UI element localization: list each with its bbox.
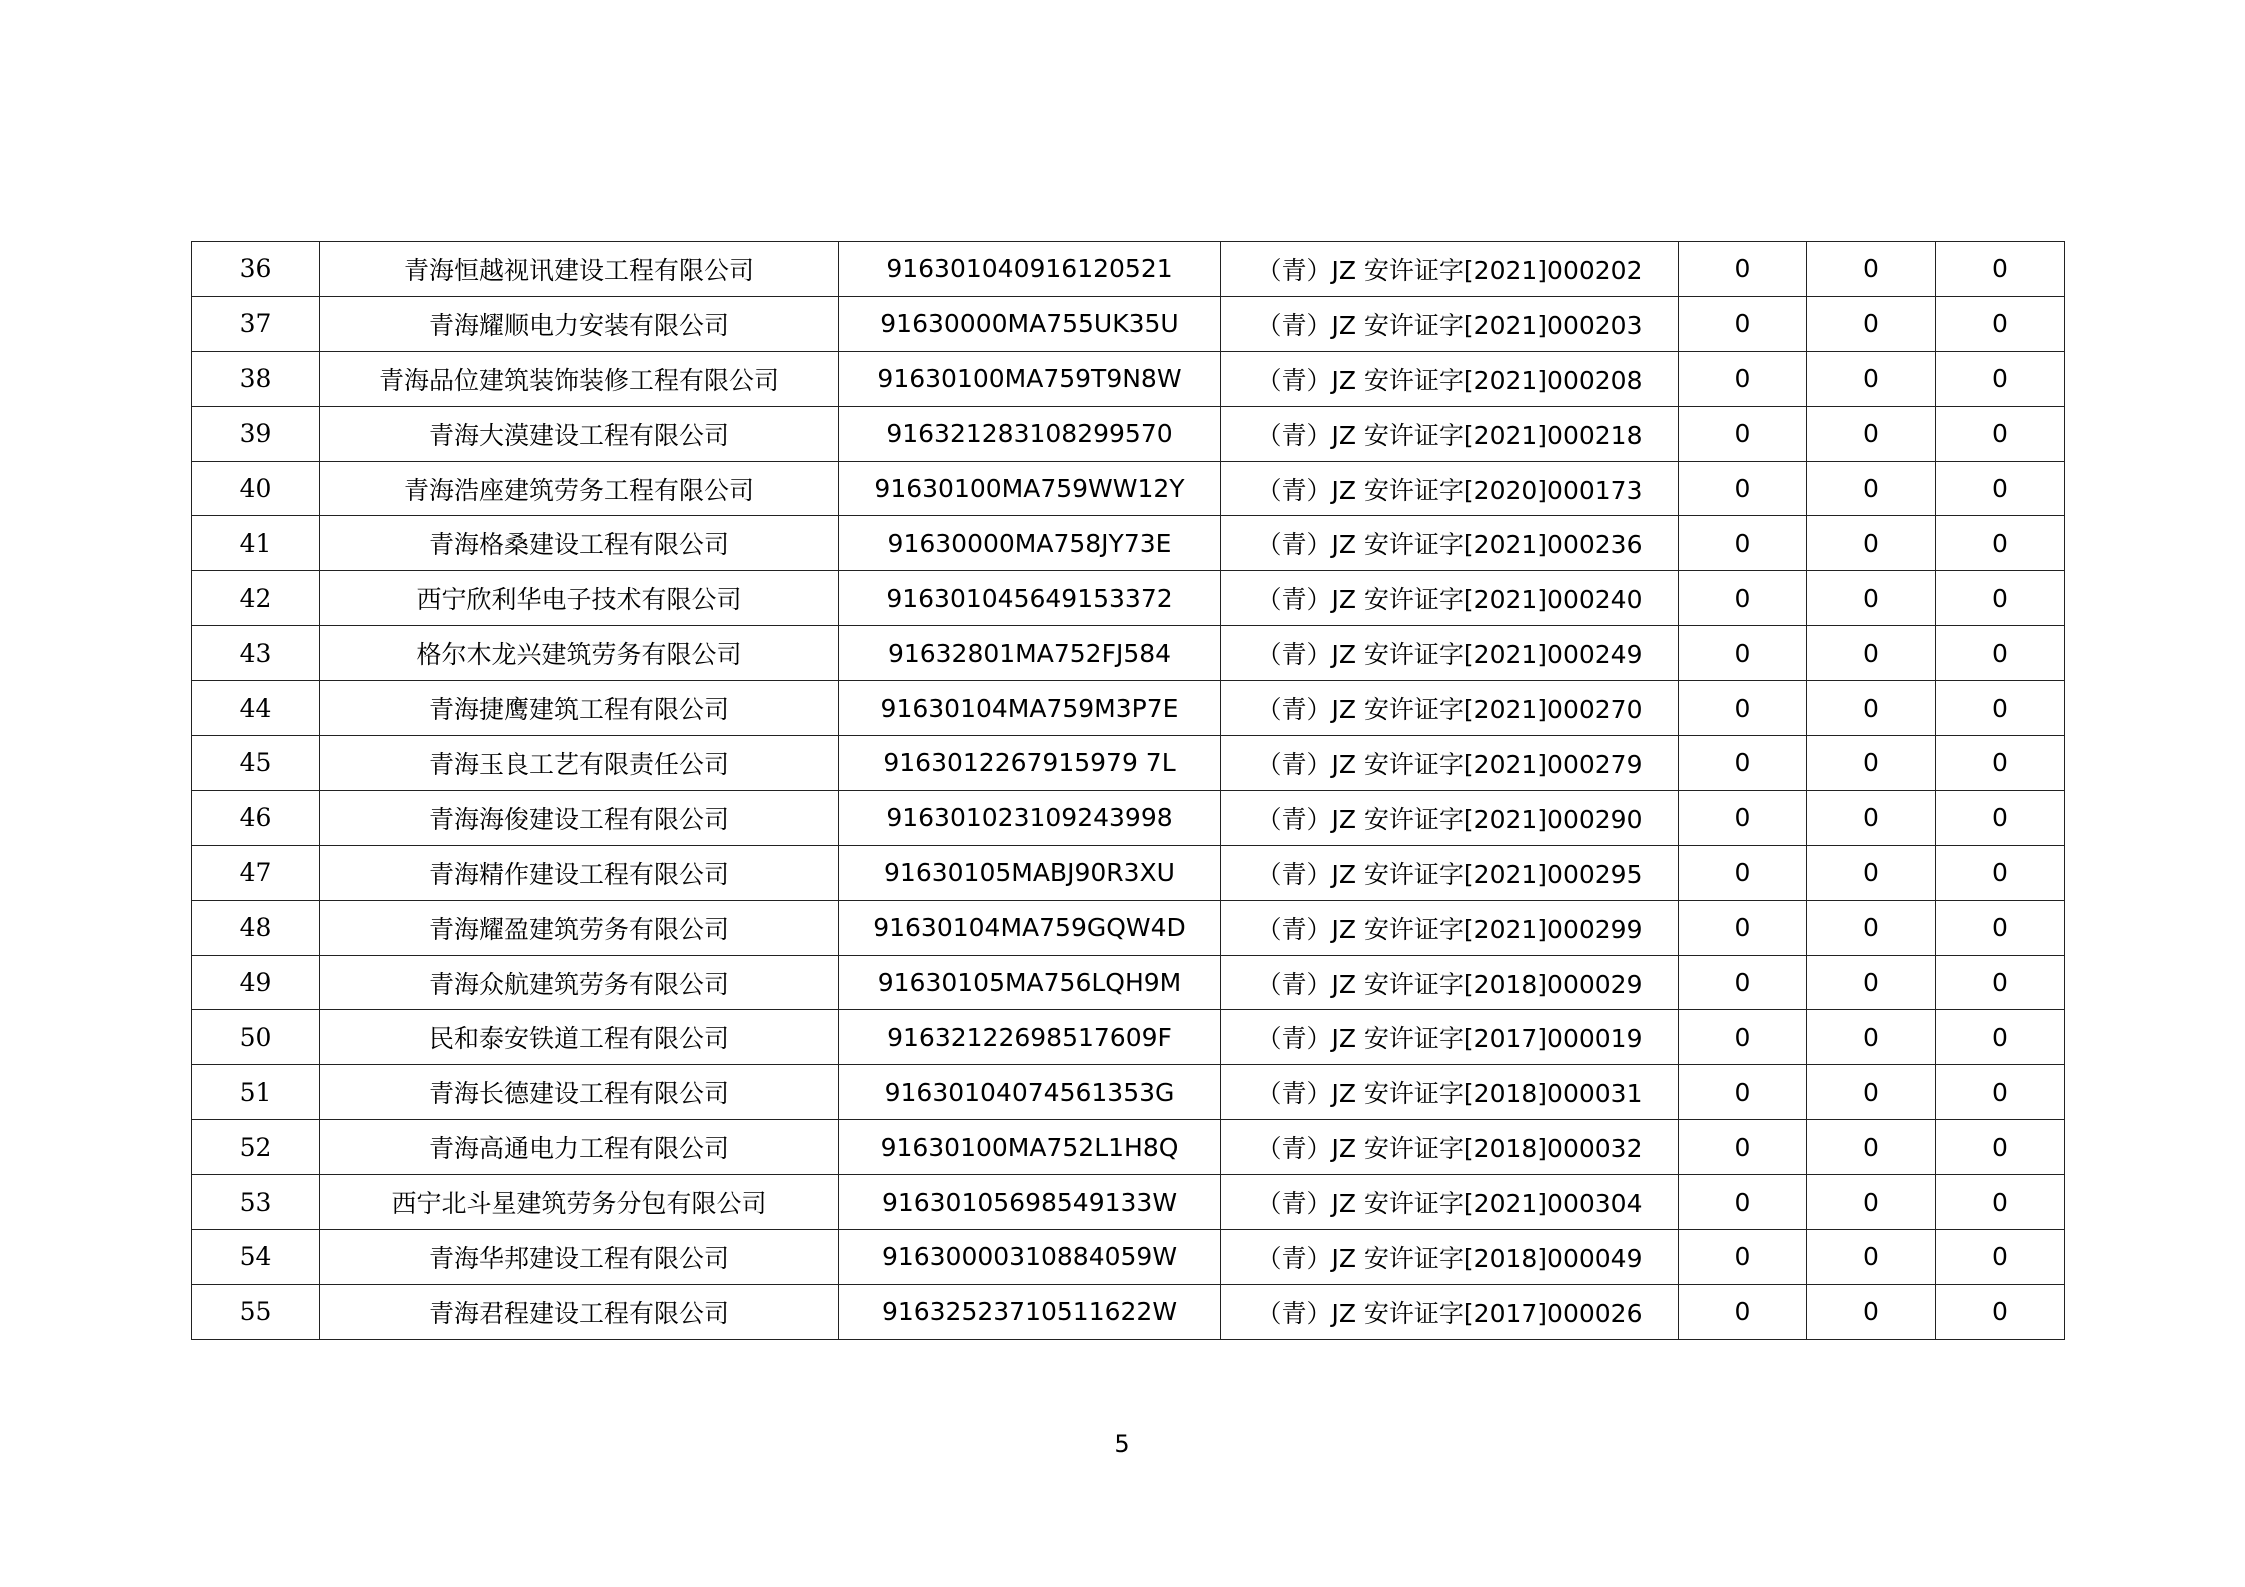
count-a-cell: 0	[1679, 406, 1807, 461]
credit-code-cell: 91632122698517609F	[839, 1010, 1221, 1065]
count-a-cell: 0	[1679, 1230, 1807, 1285]
count-b-cell: 0	[1807, 845, 1936, 900]
count-b-cell: 0	[1807, 955, 1936, 1010]
company-table	[191, 241, 2065, 1340]
table-row	[192, 351, 2065, 406]
row-number-cell: 50	[192, 1010, 320, 1065]
license-number-cell: （青）JZ 安许证字[2021]000236	[1221, 516, 1679, 571]
company-name-cell: 青海玉良工艺有限责任公司	[320, 736, 839, 791]
credit-code-cell: 91630105MABJ90R3XU	[839, 845, 1221, 900]
count-c-cell: 0	[1936, 461, 2065, 516]
company-name-cell: 青海大漠建设工程有限公司	[320, 406, 839, 461]
count-b-cell: 0	[1807, 242, 1936, 297]
company-name-cell: 青海耀顺电力安装有限公司	[320, 296, 839, 351]
count-a-cell: 0	[1679, 1175, 1807, 1230]
count-a-cell: 0	[1679, 681, 1807, 736]
credit-code-cell: 916301045649153372	[839, 571, 1221, 626]
credit-code-cell: 91630105MA756LQH9M	[839, 955, 1221, 1010]
table-row	[192, 1284, 2065, 1339]
license-number-cell: （青）JZ 安许证字[2018]000029	[1221, 955, 1679, 1010]
credit-code-cell: 91630100MA752L1H8Q	[839, 1120, 1221, 1175]
count-c-cell: 0	[1936, 406, 2065, 461]
license-number-cell: （青）JZ 安许证字[2021]000279	[1221, 736, 1679, 791]
count-b-cell: 0	[1807, 900, 1936, 955]
row-number-cell: 49	[192, 955, 320, 1010]
count-c-cell: 0	[1936, 626, 2065, 681]
count-b-cell: 0	[1807, 1010, 1936, 1065]
row-number-cell: 45	[192, 736, 320, 791]
count-b-cell: 0	[1807, 571, 1936, 626]
count-a-cell: 0	[1679, 1010, 1807, 1065]
row-number-cell: 48	[192, 900, 320, 955]
table-row	[192, 845, 2065, 900]
count-b-cell: 0	[1807, 296, 1936, 351]
table-row	[192, 516, 2065, 571]
count-c-cell: 0	[1936, 351, 2065, 406]
table-row	[192, 571, 2065, 626]
count-a-cell: 0	[1679, 242, 1807, 297]
row-number-cell: 41	[192, 516, 320, 571]
table-row	[192, 790, 2065, 845]
count-a-cell: 0	[1679, 571, 1807, 626]
count-c-cell: 0	[1936, 1065, 2065, 1120]
row-number-cell: 42	[192, 571, 320, 626]
credit-code-cell: 91632801MA752FJ584	[839, 626, 1221, 681]
count-a-cell: 0	[1679, 845, 1807, 900]
company-name-cell: 青海耀盈建筑劳务有限公司	[320, 900, 839, 955]
count-b-cell: 0	[1807, 1230, 1936, 1285]
credit-code-cell: 91630000MA755UK35U	[839, 296, 1221, 351]
company-name-cell: 西宁欣利华电子技术有限公司	[320, 571, 839, 626]
count-a-cell: 0	[1679, 516, 1807, 571]
company-name-cell: 青海精作建设工程有限公司	[320, 845, 839, 900]
row-number-cell: 53	[192, 1175, 320, 1230]
license-number-cell: （青）JZ 安许证字[2021]000290	[1221, 790, 1679, 845]
count-c-cell: 0	[1936, 790, 2065, 845]
company-name-cell: 青海华邦建设工程有限公司	[320, 1230, 839, 1285]
company-name-cell: 青海格桑建设工程有限公司	[320, 516, 839, 571]
license-number-cell: （青）JZ 安许证字[2021]000270	[1221, 681, 1679, 736]
license-number-cell: （青）JZ 安许证字[2018]000031	[1221, 1065, 1679, 1120]
company-name-cell: 西宁北斗星建筑劳务分包有限公司	[320, 1175, 839, 1230]
credit-code-cell: 91630100MA759WW12Y	[839, 461, 1221, 516]
table-row	[192, 1230, 2065, 1285]
count-a-cell: 0	[1679, 790, 1807, 845]
credit-code-cell: 916321283108299570	[839, 406, 1221, 461]
credit-code-cell: 91630104MA759GQW4D	[839, 900, 1221, 955]
count-a-cell: 0	[1679, 351, 1807, 406]
row-number-cell: 39	[192, 406, 320, 461]
count-b-cell: 0	[1807, 1120, 1936, 1175]
count-c-cell: 0	[1936, 1010, 2065, 1065]
company-name-cell: 青海众航建筑劳务有限公司	[320, 955, 839, 1010]
table-row	[192, 242, 2065, 297]
license-number-cell: （青）JZ 安许证字[2017]000026	[1221, 1284, 1679, 1339]
count-b-cell: 0	[1807, 681, 1936, 736]
credit-code-cell: 91630000MA758JY73E	[839, 516, 1221, 571]
table-row	[192, 900, 2065, 955]
count-c-cell: 0	[1936, 900, 2065, 955]
count-c-cell: 0	[1936, 1175, 2065, 1230]
count-c-cell: 0	[1936, 296, 2065, 351]
row-number-cell: 37	[192, 296, 320, 351]
table-row	[192, 461, 2065, 516]
count-a-cell: 0	[1679, 900, 1807, 955]
count-b-cell: 0	[1807, 736, 1936, 791]
count-b-cell: 0	[1807, 626, 1936, 681]
company-name-cell: 青海海俊建设工程有限公司	[320, 790, 839, 845]
count-a-cell: 0	[1679, 1065, 1807, 1120]
count-c-cell: 0	[1936, 1284, 2065, 1339]
count-b-cell: 0	[1807, 461, 1936, 516]
table-row	[192, 406, 2065, 461]
table-row	[192, 626, 2065, 681]
count-a-cell: 0	[1679, 296, 1807, 351]
row-number-cell: 47	[192, 845, 320, 900]
count-a-cell: 0	[1679, 1284, 1807, 1339]
count-b-cell: 0	[1807, 1175, 1936, 1230]
row-number-cell: 38	[192, 351, 320, 406]
row-number-cell: 40	[192, 461, 320, 516]
row-number-cell: 51	[192, 1065, 320, 1120]
count-c-cell: 0	[1936, 736, 2065, 791]
credit-code-cell: 91632523710511622W	[839, 1284, 1221, 1339]
row-number-cell: 46	[192, 790, 320, 845]
license-number-cell: （青）JZ 安许证字[2021]000202	[1221, 242, 1679, 297]
license-number-cell: （青）JZ 安许证字[2021]000299	[1221, 900, 1679, 955]
license-number-cell: （青）JZ 安许证字[2018]000032	[1221, 1120, 1679, 1175]
count-b-cell: 0	[1807, 351, 1936, 406]
row-number-cell: 52	[192, 1120, 320, 1175]
count-b-cell: 0	[1807, 1065, 1936, 1120]
license-number-cell: （青）JZ 安许证字[2018]000049	[1221, 1230, 1679, 1285]
row-number-cell: 55	[192, 1284, 320, 1339]
table-row	[192, 1120, 2065, 1175]
license-number-cell: （青）JZ 安许证字[2021]000304	[1221, 1175, 1679, 1230]
license-number-cell: （青）JZ 安许证字[2021]000218	[1221, 406, 1679, 461]
row-number-cell: 44	[192, 681, 320, 736]
license-number-cell: （青）JZ 安许证字[2017]000019	[1221, 1010, 1679, 1065]
count-b-cell: 0	[1807, 1284, 1936, 1339]
count-c-cell: 0	[1936, 955, 2065, 1010]
company-name-cell: 青海捷鹰建筑工程有限公司	[320, 681, 839, 736]
page-number: 5	[1114, 1430, 1130, 1458]
table-row	[192, 955, 2065, 1010]
credit-code-cell: 91630104MA759M3P7E	[839, 681, 1221, 736]
count-b-cell: 0	[1807, 406, 1936, 461]
row-number-cell: 54	[192, 1230, 320, 1285]
row-number-cell: 43	[192, 626, 320, 681]
company-name-cell: 青海品位建筑装饰装修工程有限公司	[320, 351, 839, 406]
table-row	[192, 296, 2065, 351]
count-a-cell: 0	[1679, 736, 1807, 791]
count-c-cell: 0	[1936, 681, 2065, 736]
table-body	[192, 242, 2065, 1340]
count-c-cell: 0	[1936, 516, 2065, 571]
count-a-cell: 0	[1679, 1120, 1807, 1175]
count-c-cell: 0	[1936, 571, 2065, 626]
count-a-cell: 0	[1679, 955, 1807, 1010]
table-row	[192, 1175, 2065, 1230]
count-a-cell: 0	[1679, 461, 1807, 516]
table-row	[192, 1010, 2065, 1065]
count-c-cell: 0	[1936, 1230, 2065, 1285]
table-row	[192, 736, 2065, 791]
table-row	[192, 1065, 2065, 1120]
license-number-cell: （青）JZ 安许证字[2021]000240	[1221, 571, 1679, 626]
company-name-cell: 青海恒越视讯建设工程有限公司	[320, 242, 839, 297]
count-c-cell: 0	[1936, 1120, 2065, 1175]
company-name-cell: 青海君程建设工程有限公司	[320, 1284, 839, 1339]
credit-code-cell: 9163012267915979 7L	[839, 736, 1221, 791]
company-name-cell: 民和泰安铁道工程有限公司	[320, 1010, 839, 1065]
row-number-cell: 36	[192, 242, 320, 297]
license-number-cell: （青）JZ 安许证字[2021]000203	[1221, 296, 1679, 351]
credit-code-cell: 916301040916120521	[839, 242, 1221, 297]
company-name-cell: 格尔木龙兴建筑劳务有限公司	[320, 626, 839, 681]
credit-code-cell: 916301023109243998	[839, 790, 1221, 845]
license-number-cell: （青）JZ 安许证字[2021]000249	[1221, 626, 1679, 681]
count-c-cell: 0	[1936, 242, 2065, 297]
credit-code-cell: 91630000310884059W	[839, 1230, 1221, 1285]
table-row	[192, 681, 2065, 736]
count-a-cell: 0	[1679, 626, 1807, 681]
count-b-cell: 0	[1807, 790, 1936, 845]
license-number-cell: （青）JZ 安许证字[2021]000295	[1221, 845, 1679, 900]
count-b-cell: 0	[1807, 516, 1936, 571]
license-number-cell: （青）JZ 安许证字[2020]000173	[1221, 461, 1679, 516]
credit-code-cell: 91630100MA759T9N8W	[839, 351, 1221, 406]
company-name-cell: 青海浩座建筑劳务工程有限公司	[320, 461, 839, 516]
company-name-cell: 青海高通电力工程有限公司	[320, 1120, 839, 1175]
credit-code-cell: 91630104074561353G	[839, 1065, 1221, 1120]
credit-code-cell: 91630105698549133W	[839, 1175, 1221, 1230]
company-name-cell: 青海长德建设工程有限公司	[320, 1065, 839, 1120]
count-c-cell: 0	[1936, 845, 2065, 900]
license-number-cell: （青）JZ 安许证字[2021]000208	[1221, 351, 1679, 406]
